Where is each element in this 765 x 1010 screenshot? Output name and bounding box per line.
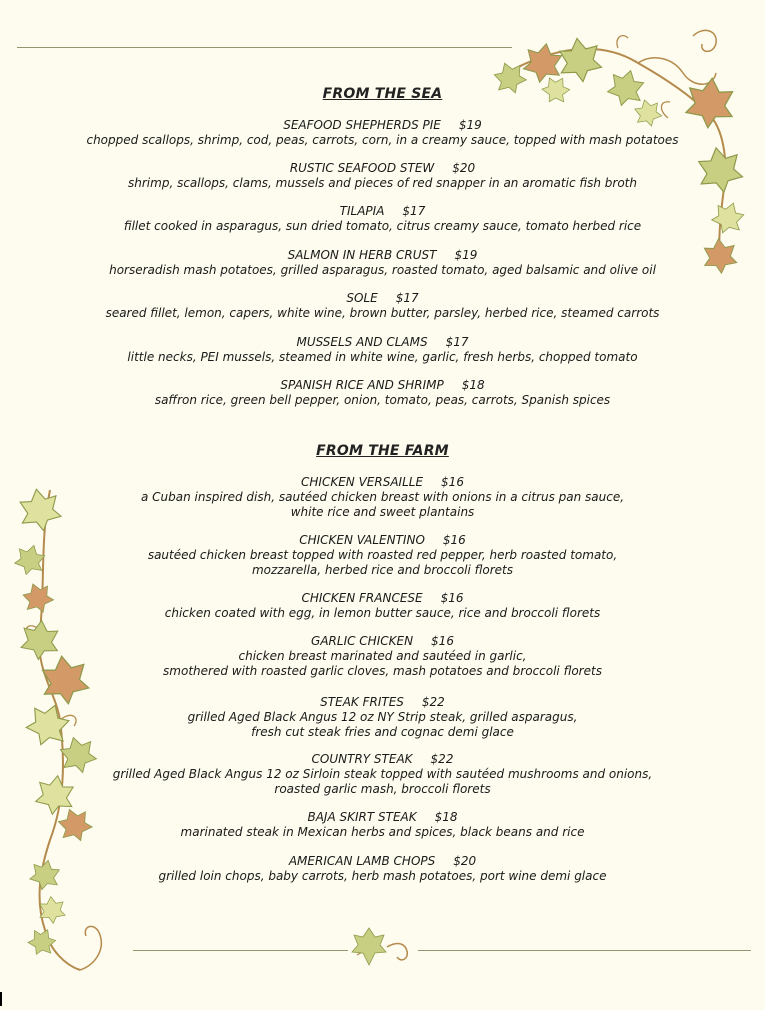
menu-item <box>0 334 765 365</box>
item-description: shrimp, scallops, clams, mussels and pieces of red snapper in an aromatic fish broth <box>128 176 637 190</box>
item-name: TILAPIA <box>339 204 385 218</box>
item-description: grilled loin chops, baby carrots, herb mash potatoes, port wine demi glace <box>158 869 607 883</box>
item-name: BAJA SKIRT STEAK <box>307 810 417 824</box>
menu-item <box>0 809 765 840</box>
item-description: roasted garlic mash, broccoli florets <box>274 782 491 796</box>
bottom-rule-left <box>133 950 348 951</box>
top-rule <box>17 47 512 48</box>
ivy-leaf-icon <box>345 925 420 970</box>
item-name: STEAK FRITES <box>320 695 404 709</box>
menu-item <box>0 694 765 740</box>
menu-item <box>0 590 765 621</box>
item-description: grilled Aged Black Angus 12 oz Sirloin steak topped with sautéed mushrooms and onions, <box>112 767 653 781</box>
item-description: sautéed chicken breast topped with roasted red pepper, herb roasted tomato, <box>147 548 618 562</box>
menu-item <box>0 532 765 578</box>
menu-item <box>0 117 765 148</box>
item-name: COUNTRY STEAK <box>311 752 413 766</box>
item-name: CHICKEN FRANCESE <box>301 591 423 605</box>
item-name: CHICKEN VALENTINO <box>299 533 425 547</box>
item-price: $22 <box>421 695 445 709</box>
item-description: smothered with roasted garlic cloves, mash potatoes and broccoli florets <box>163 664 602 678</box>
item-name: SPANISH RICE AND SHRIMP <box>280 378 444 392</box>
item-description: seared fillet, lemon, capers, white wine, brown butter, parsley, herbed rice, steamed carrots <box>105 306 660 320</box>
item-description: fillet cooked in asparagus, sun dried tomato, citrus creamy sauce, tomato herbed rice <box>123 219 642 233</box>
item-name: MUSSELS AND CLAMS <box>296 335 428 349</box>
item-name: GARLIC CHICKEN <box>311 634 414 648</box>
item-price: $17 <box>395 291 419 305</box>
item-price: $16 <box>442 533 466 547</box>
item-description: a Cuban inspired dish, sautéed chicken breast with onions in a citrus pan sauce, <box>140 490 625 504</box>
item-price: $16 <box>441 475 464 489</box>
menu-item <box>0 160 765 191</box>
menu-item <box>0 290 765 321</box>
item-price: $16 <box>431 634 454 648</box>
item-price: $22 <box>430 752 454 766</box>
item-description: little necks, PEI mussels, steamed in white wine, garlic, fresh herbs, chopped tomato <box>127 350 638 364</box>
menu-item <box>0 633 765 679</box>
section-title-farm: FROM THE FARM <box>316 443 449 459</box>
item-description: grilled Aged Black Angus 12 oz NY Strip steak, grilled asparagus, <box>187 710 578 724</box>
item-name: CHICKEN VERSAILLE <box>301 475 424 489</box>
menu-item <box>0 474 765 520</box>
item-description: chicken coated with egg, in lemon butter sauce, rice and broccoli florets <box>164 606 601 620</box>
item-description: marinated steak in Mexican herbs and spices, black beans and rice <box>180 825 585 839</box>
item-name: SOLE <box>346 291 378 305</box>
menu-item <box>0 377 765 408</box>
item-price: $17 <box>402 204 426 218</box>
item-name: RUSTIC SEAFOOD STEW <box>289 161 435 175</box>
item-price: $16 <box>440 591 464 605</box>
item-description: white rice and sweet plantains <box>290 505 475 519</box>
item-description: saffron rice, green bell pepper, onion, tomato, peas, carrots, Spanish spices <box>154 393 611 407</box>
item-description: mozzarella, herbed rice and broccoli florets <box>251 563 514 577</box>
item-price: $18 <box>461 378 485 392</box>
item-description: horseradish mash potatoes, grilled asparagus, roasted tomato, aged balsamic and olive oil <box>109 263 656 277</box>
bottom-rule-right <box>418 950 751 951</box>
item-name: AMERICAN LAMB CHOPS <box>288 854 436 868</box>
item-name: SEAFOOD SHEPHERDS PIE <box>283 118 441 132</box>
scan-edge-mark <box>0 992 2 1006</box>
item-price: $18 <box>434 810 458 824</box>
item-price: $19 <box>458 118 482 132</box>
item-description: chicken breast marinated and sautéed in garlic, <box>238 649 527 663</box>
item-price: $19 <box>454 248 478 262</box>
item-description: chopped scallops, shrimp, cod, peas, carrots, corn, in a creamy sauce, topped with mash potatoes <box>86 133 679 147</box>
item-price: $20 <box>452 161 476 175</box>
item-price: $20 <box>453 854 477 868</box>
menu-item <box>0 247 765 278</box>
item-price: $17 <box>445 335 469 349</box>
section-title-sea: FROM THE SEA <box>322 86 443 102</box>
menu-item <box>0 203 765 234</box>
menu-item <box>0 853 765 884</box>
menu-item <box>0 751 765 797</box>
item-description: fresh cut steak fries and cognac demi glace <box>251 725 514 739</box>
ivy-vine-icon <box>488 18 750 283</box>
item-name: SALMON IN HERB CRUST <box>287 248 437 262</box>
